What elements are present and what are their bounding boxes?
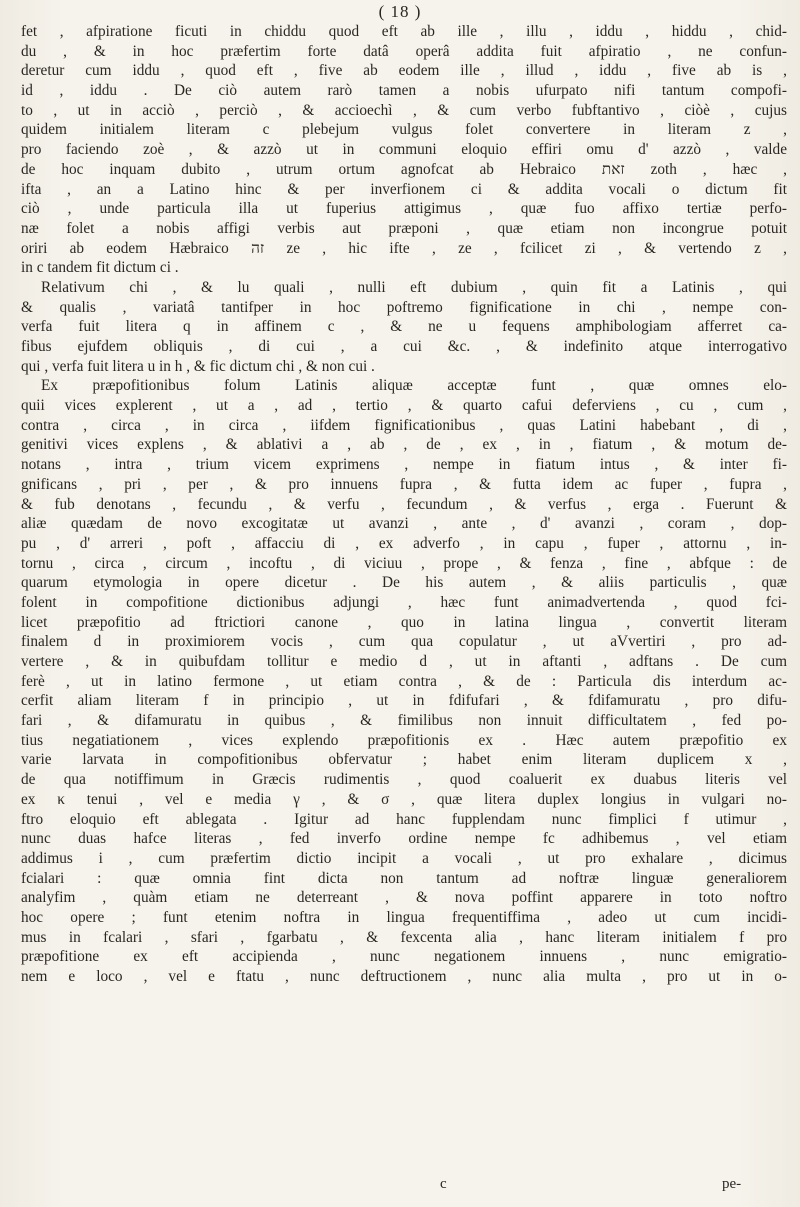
text-line: pro faciendo zoè , & azzò ut in communi eloquio effiri omu d' azzò , valde — [21, 141, 787, 159]
signature-mark: c — [440, 1176, 447, 1192]
text-line: fet , afpiratione ficuti in chiddu quod eft ab ille , illu , iddu , hiddu , chid- — [21, 23, 787, 40]
text-line: mus in fcalari , sfari , fgarbatu , & fexcenta alia , hanc literam initialem f pro — [21, 928, 787, 946]
text-line: tius negatiationem , vices explendo præpofitionis ex . Hæc autem præpofitio ex — [21, 731, 787, 749]
text-line: & qualis , variatâ tantifper in hoc poftremo fignificatione in chi , nempe con- — [21, 298, 787, 316]
text-line: deretur cum iddu , quod eft , five ab eodem ille , illud , iddu , five ab is , — [21, 62, 787, 80]
text-line: id , iddu . De ciò autem rarò tamen a nobis ufurpato nifi tantum compofi- — [21, 82, 787, 100]
text-line: fibus ejufdem obliquis , di cui , a cui &c. , & indefinito atque interrogativo — [21, 338, 787, 355]
text-line: præpofitione ex eft accipienda , nunc negationem innuens , nunc emigratio- — [21, 948, 787, 966]
text-line: vertere , & in quibufdam tollitur e medio d , ut in aftanti , adftans . De cum — [21, 653, 787, 670]
text-line: licet præpofitio ad ftrictiori canone , quo in latina lingua , convertit literam — [21, 613, 787, 631]
text-line: quii vices explerent , ut a , ad , tertio , & quarto cafui deferviens , cu , cum , — [21, 397, 787, 415]
body-text — [21, 22, 787, 987]
text-line: nunc duas hafce literas , fed inverfo ordine nempe fc adhibemus , vel etiam — [21, 830, 787, 848]
text-line: hoc opere ; funt etenim noftra in lingua frequentiffima , adeo ut cum incidi- — [21, 908, 787, 926]
page-footer — [0, 1176, 800, 1198]
text-line: ciò , unde particula illa ut fuperius attigimus , quæ fuo affixo tertiæ perfo- — [21, 200, 787, 218]
text-line: notans , intra , trium vicem exprimens , nempe in fiatum intus , & inter fi- — [21, 456, 787, 474]
text-line: ferè , ut in latino fermone , ut etiam contra , & de : Particula dis interdum ac- — [21, 672, 787, 690]
text-line: aliæ quædam de novo excogitatæ ut avanzi , ante , d' avanzi , coram , dop- — [21, 515, 787, 533]
text-line: analyfim , quàm etiam ne deterreant , & nova poffint apparere in toto noftro — [21, 889, 787, 907]
text-line: quidem initialem literam c plebejum vulgus folet convertere in literam z , — [21, 121, 787, 139]
text-line: næ folet a nobis affigi verbis aut præponi , quæ etiam non incongrue potuit — [21, 219, 787, 237]
text-line: Relativum chi , & lu quali , nulli eft dubium , quin fit a Latinis , qui — [41, 278, 787, 296]
text-line: in c tandem fit dictum ci . — [21, 259, 179, 277]
catchword: pe- — [722, 1176, 742, 1192]
text-line: quarum etymologia in opere dicetur . De his autem , & aliis particulis , quæ — [21, 574, 787, 592]
text-line: ftro eloquio eft ablegata . Igitur ad hanc fupplendam nunc fimplici f utimur , — [21, 810, 787, 828]
text-line: qui , verfa fuit litera u in h , & fic dictum chi , & non cui . — [21, 357, 375, 375]
text-line: ex κ tenui , vel e media γ , & σ , quæ litera duplex longius in vulgari no- — [21, 790, 787, 808]
text-line: addimus i , cum præfertim dictio incipit a vocali , ut pro exhalare , dicimus — [21, 849, 787, 867]
text-line: contra , circa , in circa , iifdem fignificationibus , quas Latini habebant , di , — [21, 416, 787, 434]
text-line: de qua notiffimum in Græcis rudimentis , quod coaluerit ex duabus literis vel — [21, 771, 787, 789]
text-line: & fub denotans , fecundu , & verfu , fecundum , & verfus , erga . Fuerunt & — [21, 495, 787, 513]
text-line: gnificans , pri , per , & pro innuens fupra , & futta idem ac fuper , fupra , — [21, 475, 787, 493]
text-line: cerfit aliam literam f in principio , ut in fdifufari , & fdifamuratu , pro difu- — [21, 692, 787, 710]
text-line: nem e loco , vel e ftatu , nunc deftructionem , nunc alia multa , pro ut in o- — [21, 968, 787, 985]
text-line: oriri ab eodem Hæbraico זה ze , hic ifte , ze , fcilicet zi , & vertendo z , — [21, 239, 787, 257]
text-line: pu , d' arreri , poft , affacciu di , ex adverfo , in capu , fuper , attornu , in- — [21, 534, 787, 552]
text-line: ifta , an a Latino hinc & per inverfionem ci & addita vocali o dictum fit — [21, 180, 787, 198]
text-line: verfa fuit litera q in affinem c , & ne u fequens amphibologiam afferret ca- — [21, 318, 787, 336]
text-line: finalem d in proximiorem vocis , cum qua copulatur , ut aVvertiri , pro ad- — [21, 633, 787, 651]
text-line: tornu , circa , circum , incoftu , di viciuu , prope , & fenza , fine , abfque : de — [21, 554, 787, 572]
text-line: varie larvata in compofitionibus obfervatur ; habet enim literam duplicem x , — [21, 751, 787, 769]
text-line: Ex præpofitionibus folum Latinis aliquæ acceptæ funt , quæ omnes elo- — [41, 377, 787, 395]
text-line: fcialari : quæ omnia fint dicta non tantum ad noftræ linguæ generaliorem — [21, 869, 787, 887]
text-line: genitivi vices explens , & ablativi a , ab , de , ex , in , fiatum , & motum de- — [21, 436, 787, 454]
text-line: folent in compofitione dictionibus adjungi , hæc funt animadvertenda , quod fci- — [21, 593, 787, 611]
page-number: ( 18 ) — [378, 2, 422, 21]
text-line: du , & in hoc præfertim forte datâ operâ addita fuit afpiratio , ne confun- — [21, 42, 787, 60]
text-line: to , ut in acciò , perciò , & accioechì , & cum verbo fubftantivo , ciòè , cujus — [21, 101, 787, 119]
text-line: fari , & difamuratu in quibus , & fimilibus non innuit difficultatem , fed po- — [21, 712, 787, 730]
text-line: de hoc inquam dubito , utrum ortum agnofcat ab Hebraico זאת zoth , hæc , — [21, 160, 787, 178]
